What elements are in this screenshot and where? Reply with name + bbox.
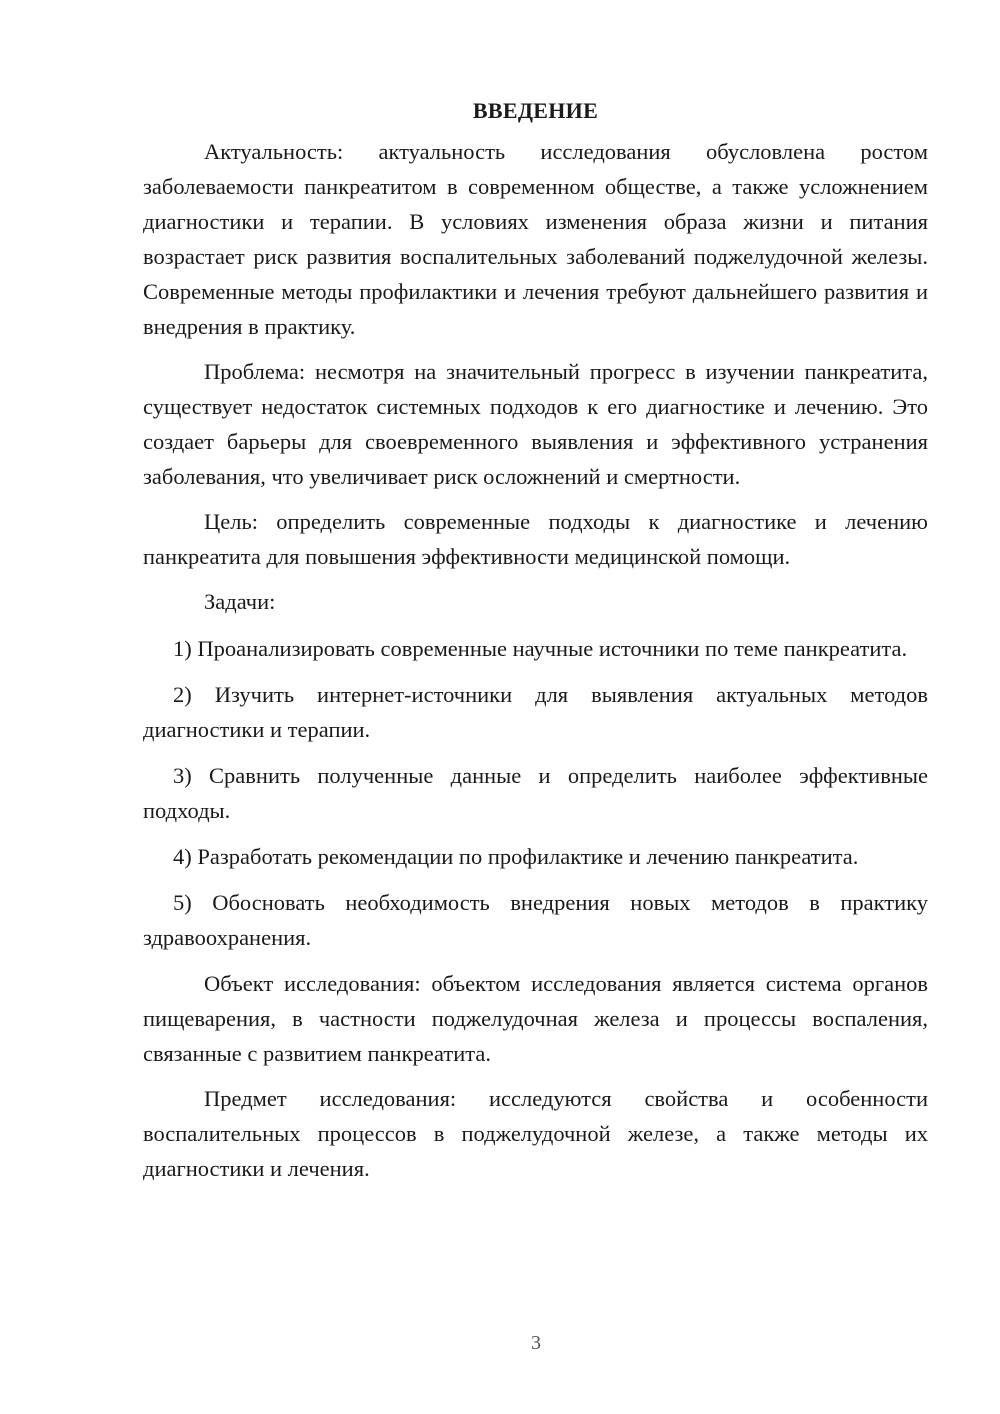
relevance-paragraph: Актуальность: актуальность исследования обусловлена ростом заболеваемости панкреатитом в современном обществе, а также усложнением диагностики и терапии. В условиях изменения образа жизни и питания возрастает риск развития воспалительных заболеваний поджелудочной железы. Современные методы профилактики и лечения требуют дальнейшего развития и внедрения в практику. (143, 139, 928, 339)
tasks-label: Задачи: (204, 589, 276, 614)
task-item-5: 5) Обосновать необходимость внедрения новых методов в практику здравоохранения. (143, 890, 928, 950)
task-item-4: 4) Разработать рекомендации по профилактике и лечению панкреатита. (173, 844, 859, 869)
subject-paragraph: Предмет исследования: исследуются свойства и особенности воспалительных процессов в поджелудочной железе, а также методы их диагностики и лечения. (143, 1086, 928, 1181)
task-item-1: 1) Проанализировать современные научные источники по теме панкреатита. (173, 636, 908, 661)
page-number: 3 (531, 1332, 541, 1354)
problem-paragraph: Проблема: несмотря на значительный прогресс в изучении панкреатита, существует недостаток системных подходов к его диагностике и лечению. Это создает барьеры для своевременного выявления и эффективного устранения заболевания, что увеличивает риск осложнений и смертности. (143, 359, 928, 489)
document-page (143, 94, 928, 1196)
task-item-2: 2) Изучить интернет-источники для выявления актуальных методов диагностики и терапии. (143, 682, 928, 742)
goal-paragraph: Цель: определить современные подходы к диагностике и лечению панкреатита для повышения эффективности медицинской помощи. (143, 509, 928, 569)
object-paragraph: Объект исследования: объектом исследования является система органов пищеварения, в частности поджелудочная железа и процессы воспаления, связанные с развитием панкреатита. (143, 971, 928, 1066)
task-item-3: 3) Сравнить полученные данные и определить наиболее эффективные подходы. (143, 763, 928, 823)
page-title: ВВЕДЕНИЕ (472, 98, 599, 123)
